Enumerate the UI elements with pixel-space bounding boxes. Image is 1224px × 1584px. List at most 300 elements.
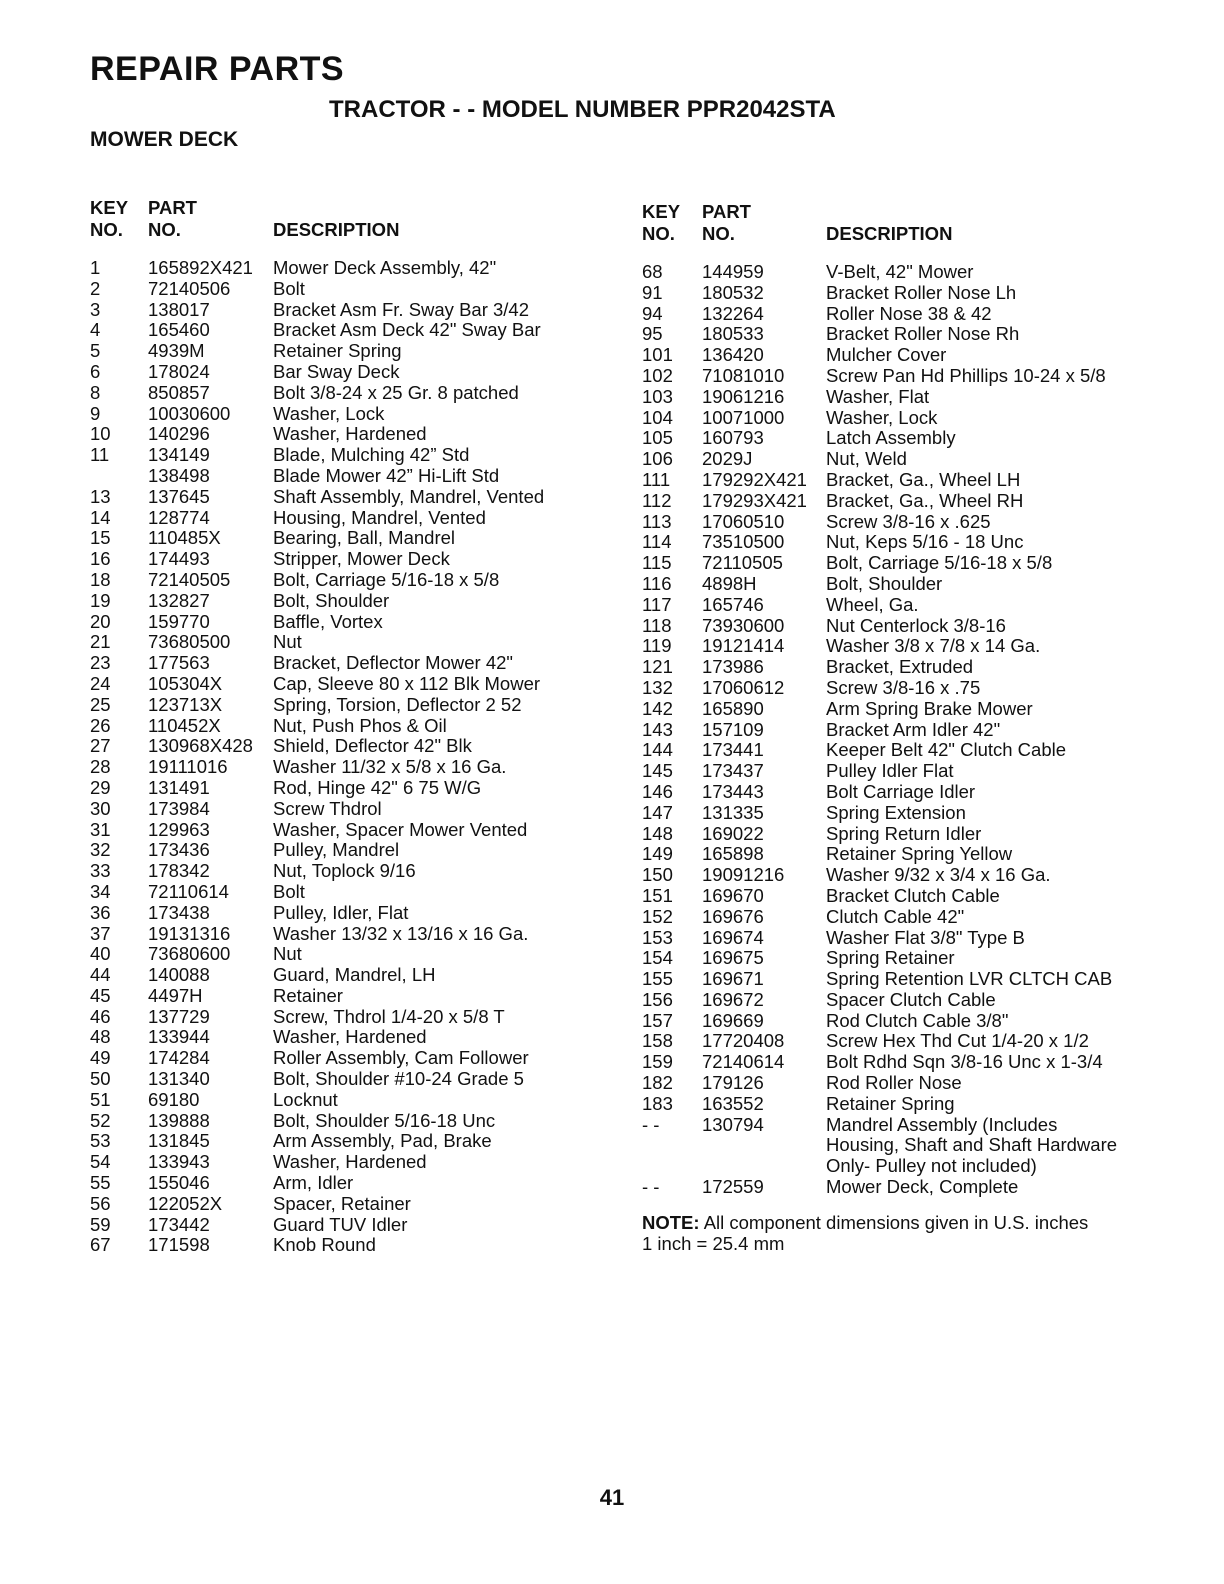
- key-number: 26: [90, 714, 111, 736]
- part-description: Bolt, Shoulder #10-24 Grade 5: [273, 1068, 524, 1090]
- part-number: 173436: [148, 839, 210, 861]
- part-number: 172559: [702, 1176, 764, 1198]
- parts-row: [90, 944, 590, 965]
- key-number: 101: [642, 344, 673, 366]
- part-number: [702, 1156, 826, 1177]
- part-number: 173441: [702, 739, 764, 761]
- key-number: 48: [90, 1026, 111, 1048]
- parts-row: [90, 1235, 590, 1256]
- parts-row: [642, 803, 1202, 824]
- part-number: 165460: [148, 319, 210, 341]
- part-number: 73930600: [702, 614, 785, 636]
- key-number: 2: [90, 277, 101, 299]
- part-number: 180533: [702, 323, 764, 345]
- key-number: 15: [90, 527, 111, 549]
- parts-row: [642, 1135, 1202, 1156]
- key-number: [642, 1135, 702, 1156]
- part-number: 169670: [702, 884, 764, 906]
- key-number: 33: [90, 860, 111, 882]
- part-description: Spacer Clutch Cable: [826, 988, 996, 1010]
- key-number: 10: [90, 423, 111, 445]
- part-description: Mandrel Assembly (Includes: [826, 1113, 1058, 1135]
- key-number: 29: [90, 776, 111, 798]
- part-number: 73510500: [702, 531, 785, 553]
- part-description: Locknut: [273, 1088, 338, 1110]
- note-conversion: 1 inch = 25.4 mm: [642, 1232, 785, 1254]
- key-number: 67: [90, 1234, 111, 1256]
- key-number: 148: [642, 822, 673, 844]
- parts-row: [642, 324, 1202, 345]
- part-number: 19061216: [702, 385, 785, 407]
- part-description: Mower Deck Assembly, 42": [273, 257, 497, 278]
- parts-row: [90, 1069, 590, 1090]
- parts-row: [90, 1131, 590, 1152]
- parts-row: [642, 616, 1202, 637]
- parts-row: [642, 907, 1202, 928]
- part-description: Bolt Rdhd Sqn 3/8-16 Unc x 1-3/4: [826, 1051, 1103, 1073]
- parts-row: [90, 695, 590, 716]
- parts-row: [642, 491, 1202, 512]
- part-number: 72140506: [148, 277, 231, 299]
- part-description: Roller Assembly, Cam Follower: [273, 1047, 529, 1069]
- parts-row: [90, 320, 590, 341]
- part-description: Wheel, Ga.: [826, 593, 919, 615]
- key-number: 56: [90, 1192, 111, 1214]
- part-number: 72110614: [148, 880, 229, 902]
- key-number: 51: [90, 1088, 111, 1110]
- parts-row: [642, 1156, 1202, 1177]
- part-number: 72110505: [702, 552, 783, 574]
- key-number: 106: [642, 448, 673, 470]
- parts-table-right: [642, 201, 1202, 1254]
- part-description: Bar Sway Deck: [273, 360, 400, 382]
- part-description: Bracket, Ga., Wheel LH: [826, 468, 1021, 490]
- parts-row: [90, 362, 590, 383]
- part-description: Shaft Assembly, Mandrel, Vented: [273, 485, 545, 507]
- part-description: Bracket Roller Nose Lh: [826, 281, 1017, 303]
- key-number: 18: [90, 568, 111, 590]
- part-description: Screw Hex Thd Cut 1/4-20 x 1/2: [826, 1030, 1089, 1052]
- parts-row: [90, 1090, 590, 1111]
- part-header-bottom: NO.: [148, 219, 181, 240]
- parts-row: [642, 1052, 1202, 1073]
- parts-row: [90, 612, 590, 633]
- key-number: 28: [90, 756, 111, 778]
- key-number: 150: [642, 864, 673, 886]
- part-description: Nut: [273, 943, 302, 965]
- part-description: Arm, Idler: [273, 1172, 354, 1194]
- section-heading: MOWER DECK: [90, 128, 239, 151]
- part-description: Bracket, Deflector Mower 42": [273, 652, 513, 674]
- parts-row: [90, 1173, 590, 1194]
- key-number: 54: [90, 1151, 111, 1173]
- key-number: 36: [90, 901, 111, 923]
- parts-row: [642, 345, 1202, 366]
- part-number: 179292X421: [702, 468, 807, 490]
- parts-row: [90, 508, 590, 529]
- part-description: Nut, Push Phos & Oil: [273, 714, 447, 736]
- parts-row: [642, 761, 1202, 782]
- part-number: 155046: [148, 1172, 210, 1194]
- part-description: Spring, Torsion, Deflector 2 52: [273, 693, 522, 715]
- part-number: 139888: [148, 1109, 210, 1131]
- key-number: 55: [90, 1172, 111, 1194]
- parts-row: [642, 1011, 1202, 1032]
- parts-row: [90, 591, 590, 612]
- parts-row: [642, 1115, 1202, 1136]
- part-description: Bracket Asm Deck 42" Sway Bar: [273, 319, 541, 341]
- table-header-left: [90, 197, 590, 241]
- parts-row: [642, 720, 1202, 741]
- part-description: Bolt: [273, 880, 305, 902]
- parts-row: [90, 1215, 590, 1236]
- part-number: 131491: [148, 776, 210, 798]
- part-description: Screw Pan Hd Phillips 10-24 x 5/8: [826, 364, 1106, 386]
- parts-row: [90, 965, 590, 986]
- parts-row: [642, 595, 1202, 616]
- part-number: 169671: [702, 968, 764, 990]
- part-number: 173443: [702, 780, 764, 802]
- part-number: 4898H: [702, 572, 757, 594]
- part-description: Bolt 3/8-24 x 25 Gr. 8 patched: [273, 381, 519, 403]
- part-number: 137645: [148, 485, 210, 507]
- key-number: 13: [90, 485, 111, 507]
- part-description: Bolt, Shoulder: [826, 572, 943, 594]
- parts-row: [642, 428, 1202, 449]
- key-number: 3: [90, 298, 101, 320]
- part-description: Retainer Spring: [826, 1092, 955, 1114]
- part-description: Screw, Thdrol 1/4-20 x 5/8 T: [273, 1005, 505, 1027]
- parts-row: [90, 487, 590, 508]
- key-number: 59: [90, 1213, 111, 1235]
- key-number: 19: [90, 589, 111, 611]
- parts-row: [90, 1007, 590, 1028]
- key-number: 144: [642, 739, 673, 761]
- key-number: 5: [90, 340, 101, 362]
- parts-row: [90, 279, 590, 300]
- key-number: 113: [642, 510, 672, 532]
- part-description: Bracket Arm Idler 42": [826, 718, 1001, 740]
- part-number: 10071000: [702, 406, 785, 428]
- parts-row: [642, 1094, 1202, 1115]
- key-number: 118: [642, 614, 672, 636]
- parts-row: [642, 1031, 1202, 1052]
- part-number: 17060510: [702, 510, 785, 532]
- part-number: 169022: [702, 822, 764, 844]
- part-description: Pulley Idler Flat: [826, 760, 954, 782]
- key-header-bottom: NO.: [90, 219, 123, 240]
- part-number: 165892X421: [148, 257, 253, 278]
- part-number: 171598: [148, 1234, 210, 1256]
- part-number: 173442: [148, 1213, 210, 1235]
- parts-row: [642, 1177, 1202, 1198]
- key-number: 111: [642, 468, 671, 490]
- parts-row: [90, 445, 590, 466]
- key-number: 114: [642, 531, 672, 553]
- part-description: Arm Assembly, Pad, Brake: [273, 1130, 492, 1152]
- parts-row: [642, 1073, 1202, 1094]
- part-number: 19131316: [148, 922, 231, 944]
- key-number: 151: [642, 884, 673, 906]
- part-number: 179293X421: [702, 489, 807, 511]
- key-header-top: KEY: [642, 201, 681, 222]
- part-description: Rod Roller Nose: [826, 1072, 962, 1094]
- part-number: 131845: [148, 1130, 210, 1152]
- part-description: Pulley, Idler, Flat: [273, 901, 409, 923]
- part-description: Cap, Sleeve 80 x 112 Blk Mower: [273, 672, 541, 694]
- parts-row: [642, 553, 1202, 574]
- part-description: Roller Nose 38 & 42: [826, 302, 992, 324]
- key-number: 121: [642, 656, 673, 678]
- part-number: 138017: [148, 298, 210, 320]
- parts-row: [90, 383, 590, 404]
- key-number: 24: [90, 672, 111, 694]
- part-number: 110485X: [148, 527, 221, 549]
- part-description: Bracket Clutch Cable: [826, 884, 1000, 906]
- part-number: 2029J: [702, 448, 753, 470]
- part-description: Rod Clutch Cable 3/8": [826, 1009, 1009, 1031]
- part-number: 173984: [148, 797, 210, 819]
- part-number: 72140614: [702, 1051, 785, 1073]
- table-header-right: [642, 201, 1202, 245]
- key-number: 40: [90, 943, 111, 965]
- parts-row: [90, 300, 590, 321]
- part-description: Housing, Shaft and Shaft Hardware: [826, 1134, 1118, 1156]
- page-number: 41: [599, 1485, 625, 1510]
- part-number: 130968X428: [148, 735, 253, 757]
- parts-row: [642, 262, 1202, 283]
- key-number: 149: [642, 843, 673, 865]
- parts-row: [90, 528, 590, 549]
- parts-row: [642, 865, 1202, 886]
- parts-row: [90, 820, 590, 841]
- parts-row: [90, 882, 590, 903]
- part-description: Nut, Weld: [826, 448, 907, 470]
- part-header-top: PART: [148, 197, 197, 218]
- key-number: 8: [90, 381, 101, 403]
- page-title: REPAIR PARTS: [90, 50, 345, 88]
- part-number: 850857: [148, 381, 210, 403]
- part-number: 169676: [702, 905, 764, 927]
- part-description: Retainer: [273, 984, 343, 1006]
- parts-table-left: [90, 197, 590, 1256]
- part-description: Washer, Hardened: [273, 423, 427, 445]
- part-number: 157109: [702, 718, 764, 740]
- key-number: 4: [90, 319, 101, 341]
- key-number: 159: [642, 1051, 673, 1073]
- part-number: 165890: [702, 697, 764, 719]
- key-number: [90, 466, 148, 487]
- parts-row: [90, 632, 590, 653]
- part-description: Clutch Cable 42": [826, 905, 965, 927]
- key-number: 95: [642, 323, 663, 345]
- part-number: 132264: [702, 302, 764, 324]
- key-number: 158: [642, 1030, 673, 1052]
- part-description: Bolt, Shoulder: [273, 589, 390, 611]
- part-number: 173438: [148, 901, 210, 923]
- part-number: [702, 1135, 826, 1156]
- part-description: Bracket, Ga., Wheel RH: [826, 489, 1024, 511]
- part-description: Mower Deck, Complete: [826, 1176, 1019, 1198]
- part-description: Blade Mower 42” Hi-Lift Std: [273, 464, 500, 486]
- part-description: Bracket, Extruded: [826, 656, 974, 678]
- part-number: 129963: [148, 818, 210, 840]
- parts-list-right: [642, 262, 1202, 1198]
- part-description: Spring Retainer: [826, 947, 955, 969]
- parts-row: [642, 387, 1202, 408]
- part-description: Housing, Mandrel, Vented: [273, 506, 486, 528]
- key-number: 157: [642, 1009, 673, 1031]
- parts-row: [90, 674, 590, 695]
- key-number: 44: [90, 964, 111, 986]
- part-description: Only- Pulley not included): [826, 1155, 1037, 1177]
- parts-row: [642, 574, 1202, 595]
- part-number: 159770: [148, 610, 210, 632]
- parts-row: [90, 1111, 590, 1132]
- key-number: 182: [642, 1072, 673, 1094]
- part-number: 138498: [148, 464, 210, 486]
- parts-row: [642, 470, 1202, 491]
- parts-row: [90, 466, 590, 487]
- part-number: 72140505: [148, 568, 231, 590]
- key-number: - -: [642, 1113, 660, 1135]
- model-subtitle: TRACTOR - - MODEL NUMBER PPR2042STA: [329, 96, 836, 123]
- part-number: 19111016: [148, 756, 228, 778]
- part-description: Washer 11/32 x 5/8 x 16 Ga.: [273, 756, 507, 778]
- part-description: Bolt: [273, 277, 305, 299]
- note-text: All component dimensions given in U.S. inches: [703, 1211, 1089, 1233]
- part-description: Shield, Deflector 42" Blk: [273, 735, 472, 757]
- parts-row: [90, 1048, 590, 1069]
- parts-row: [90, 404, 590, 425]
- parts-row: [642, 699, 1202, 720]
- part-header-top: PART: [702, 201, 751, 222]
- part-description: Latch Assembly: [826, 427, 956, 449]
- part-number: 165746: [702, 593, 764, 615]
- part-description: Screw Thdrol: [273, 797, 382, 819]
- parts-row: [90, 778, 590, 799]
- parts-row: [90, 716, 590, 737]
- key-number: 152: [642, 905, 673, 927]
- part-description: Nut, Keps 5/16 - 18 Unc: [826, 531, 1024, 553]
- key-number: 142: [642, 697, 673, 719]
- key-number: 1: [90, 257, 101, 278]
- part-description: Nut, Toplock 9/16: [273, 860, 416, 882]
- part-number: 169675: [702, 947, 764, 969]
- key-number: 115: [642, 552, 672, 574]
- part-number: 110452X: [148, 714, 221, 736]
- part-number: 144959: [702, 261, 764, 282]
- part-description: Mulcher Cover: [826, 344, 947, 366]
- key-number: 16: [90, 548, 111, 570]
- parts-row: [90, 736, 590, 757]
- parts-row: [90, 341, 590, 362]
- key-number: 37: [90, 922, 111, 944]
- part-description: Spring Retention LVR CLTCH CAB: [826, 968, 1113, 990]
- description-header: DESCRIPTION: [826, 223, 953, 244]
- key-number: 68: [642, 261, 663, 282]
- key-number: 49: [90, 1047, 111, 1069]
- part-number: 160793: [702, 427, 764, 449]
- part-description: Spring Return Idler: [826, 822, 982, 844]
- part-number: 10030600: [148, 402, 231, 424]
- part-number: 178342: [148, 860, 210, 882]
- parts-row: [642, 928, 1202, 949]
- part-number: 180532: [702, 281, 764, 303]
- part-number: 136420: [702, 344, 764, 366]
- part-number: 71081010: [702, 364, 785, 386]
- parts-row: [642, 740, 1202, 761]
- key-number: 146: [642, 780, 673, 802]
- parts-row: [90, 840, 590, 861]
- part-number: 169669: [702, 1009, 764, 1031]
- key-number: 143: [642, 718, 673, 740]
- part-number: 173986: [702, 656, 764, 678]
- key-number: 30: [90, 797, 111, 819]
- parts-row: [642, 886, 1202, 907]
- part-description: Washer Flat 3/8" Type B: [826, 926, 1025, 948]
- part-number: 177563: [148, 652, 210, 674]
- key-number: 52: [90, 1109, 111, 1131]
- description-header: DESCRIPTION: [273, 219, 400, 240]
- key-number: 25: [90, 693, 111, 715]
- part-description: Knob Round: [273, 1234, 376, 1256]
- part-description: Retainer Spring Yellow: [826, 843, 1013, 865]
- part-description: Guard, Mandrel, LH: [273, 964, 436, 986]
- key-number: 6: [90, 360, 101, 382]
- part-description: Washer, Spacer Mower Vented: [273, 818, 528, 840]
- parts-list-left: [90, 258, 590, 1256]
- part-number: 19121414: [702, 635, 785, 657]
- parts-row: [642, 969, 1202, 990]
- key-number: 105: [642, 427, 673, 449]
- parts-row: [90, 653, 590, 674]
- key-number: 94: [642, 302, 663, 324]
- part-number: 132827: [148, 589, 210, 611]
- part-number: 165898: [702, 843, 764, 865]
- key-number: 117: [642, 593, 672, 615]
- part-header-bottom: NO.: [702, 223, 735, 244]
- part-description: Pulley, Mandrel: [273, 839, 400, 861]
- parts-row: [90, 799, 590, 820]
- part-number: 178024: [148, 360, 210, 382]
- part-description: V-Belt, 42" Mower: [826, 261, 974, 282]
- key-number: 132: [642, 676, 673, 698]
- part-number: 17720408: [702, 1030, 785, 1052]
- key-number: 119: [642, 635, 672, 657]
- part-description: Washer 13/32 x 13/16 x 16 Ga.: [273, 922, 529, 944]
- part-number: 134149: [148, 444, 210, 466]
- key-number: 102: [642, 364, 673, 386]
- key-number: 21: [90, 631, 111, 653]
- part-number: 128774: [148, 506, 210, 528]
- part-number: 73680600: [148, 943, 231, 965]
- part-description: Baffle, Vortex: [273, 610, 383, 632]
- part-description: Washer 3/8 x 7/8 x 14 Ga.: [826, 635, 1041, 657]
- key-number: 11: [90, 444, 110, 466]
- key-number: 156: [642, 988, 673, 1010]
- part-number: 173437: [702, 760, 764, 782]
- key-number: 20: [90, 610, 111, 632]
- part-description: Spacer, Retainer: [273, 1192, 411, 1214]
- part-number: 163552: [702, 1092, 764, 1114]
- parts-row: [642, 304, 1202, 325]
- parts-row: [642, 990, 1202, 1011]
- key-header-top: KEY: [90, 197, 129, 218]
- parts-row: [642, 782, 1202, 803]
- parts-row: [90, 258, 590, 279]
- part-number: 140088: [148, 964, 210, 986]
